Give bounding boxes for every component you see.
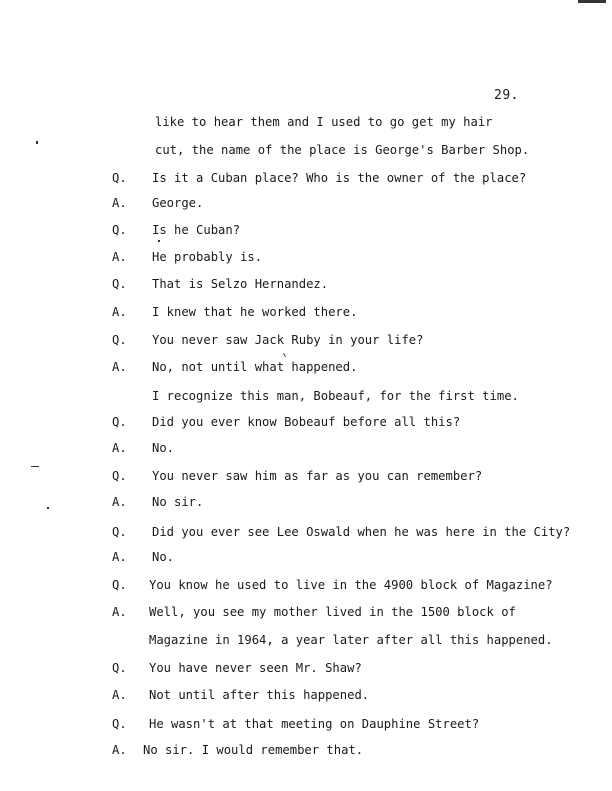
line-speaker: A. (112, 688, 127, 702)
line-speaker: A. (112, 360, 127, 374)
scan-mark (578, 0, 606, 3)
scan-mark (36, 141, 38, 144)
line-speaker: A. (112, 196, 127, 210)
line-speaker: A. (112, 495, 127, 509)
line-text: He probably is. (152, 250, 263, 264)
scan-mark (158, 240, 160, 242)
line-text: Magazine in 1964, a year later after all this happened. (149, 633, 553, 647)
line-text: Is he Cuban? (152, 223, 241, 237)
line-speaker: A. (112, 305, 127, 319)
line-speaker: Q. (112, 661, 127, 675)
line-speaker: Q. (112, 277, 127, 291)
line-text: No. (152, 550, 175, 564)
line-text: I knew that he worked there. (152, 305, 358, 319)
line-text: cut, the name of the place is George's Barber Shop. (155, 143, 530, 157)
line-text: Did you ever know Bobeauf before all this? (152, 415, 461, 429)
line-text: You never saw him as far as you can remember? (152, 469, 483, 483)
line-speaker: Q. (112, 171, 127, 185)
line-speaker: Q. (112, 717, 127, 731)
line-text: like to hear them and I used to go get my hair (155, 115, 493, 129)
line-speaker: Q. (112, 525, 127, 539)
line-speaker: A. (112, 250, 127, 264)
line-speaker: A. (112, 550, 127, 564)
line-text: No. (152, 441, 175, 455)
scan-mark (31, 466, 39, 467)
line-speaker: Q. (112, 333, 127, 347)
line-speaker: A. (112, 743, 127, 757)
line-text: You never saw Jack Ruby in your life? (152, 333, 424, 347)
line-text: Did you ever see Lee Oswald when he was here in the City? (152, 525, 571, 539)
page-number: 29. (494, 88, 519, 103)
line-text: Not until after this happened. (149, 688, 370, 702)
line-speaker: Q. (112, 415, 127, 429)
line-text: Is it a Cuban place? Who is the owner of the place? (152, 171, 527, 185)
line-text: You know he used to live in the 4900 block of Magazine? (149, 578, 553, 592)
line-text: Well, you see my mother lived in the 1500 block of (149, 605, 516, 619)
line-text: I recognize this man, Bobeauf, for the first time. (152, 389, 519, 403)
line-speaker: Q. (112, 223, 127, 237)
scan-mark (47, 507, 49, 509)
line-text: That is Selzo Hernandez. (152, 277, 329, 291)
line-speaker: Q. (112, 469, 127, 483)
line-text: No sir. (152, 495, 204, 509)
line-text: No, not until what happened. (152, 360, 358, 374)
line-text: You have never seen Mr. Shaw? (149, 661, 362, 675)
line-text: George. (152, 196, 204, 210)
line-text: No sir. I would remember that. (143, 743, 364, 757)
scan-mark (283, 353, 286, 357)
line-speaker: A. (112, 605, 127, 619)
line-speaker: A. (112, 441, 127, 455)
line-speaker: Q. (112, 578, 127, 592)
line-text: He wasn't at that meeting on Dauphine Street? (149, 717, 480, 731)
